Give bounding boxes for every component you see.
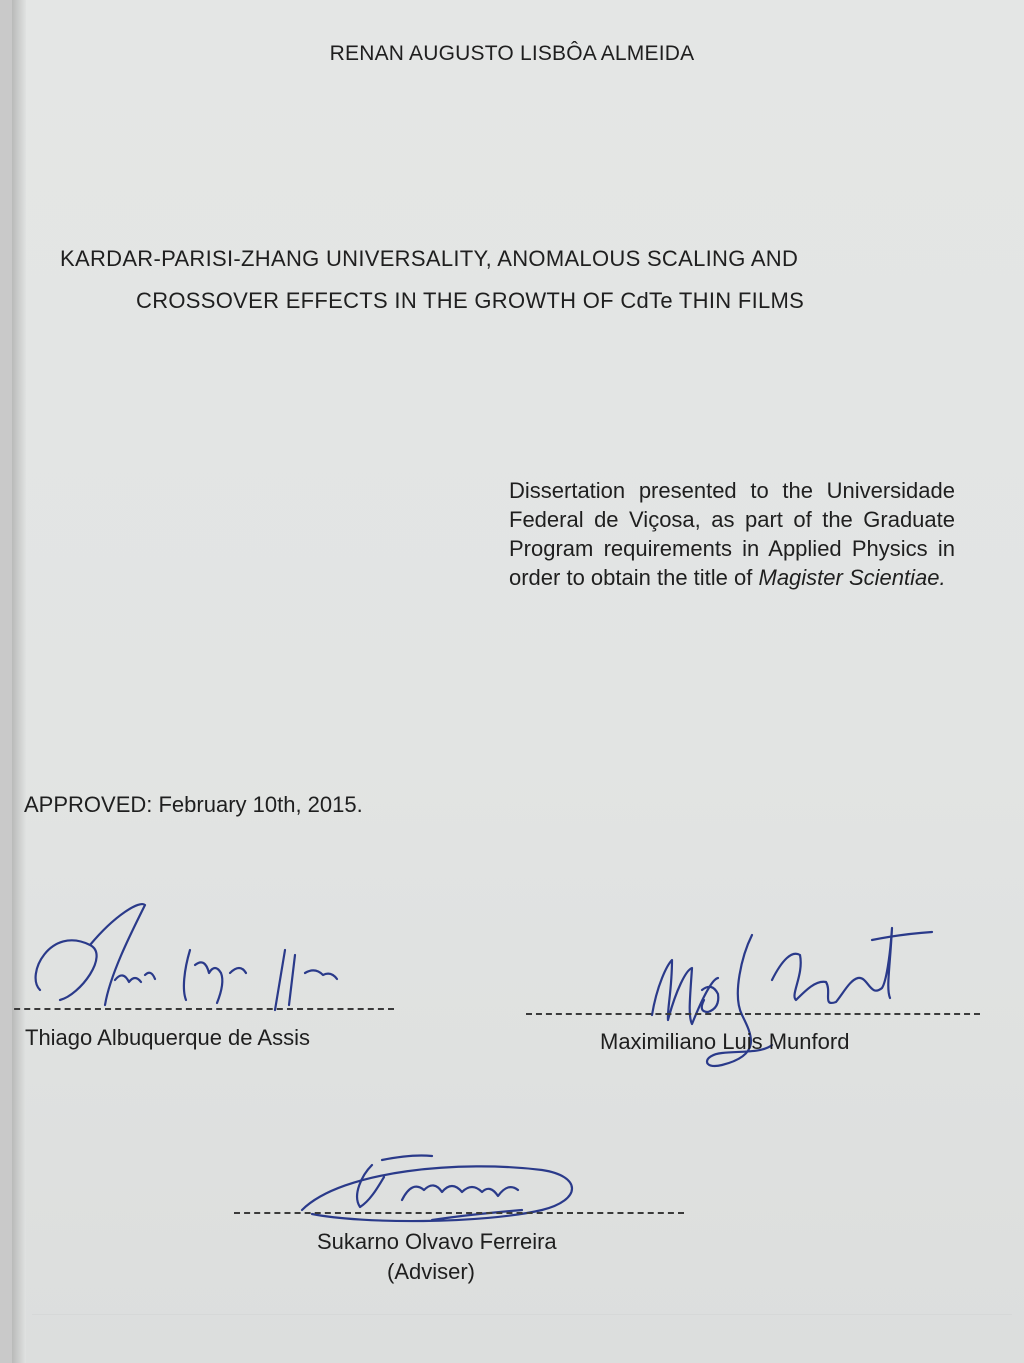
document-page	[12, 0, 1024, 1363]
statement-text: Dissertation presented to the Universidade Federal de Viçosa, as part of the Graduate Program requirements in Applied Physics in order to obtain the title of	[509, 478, 955, 590]
adviser-role: (Adviser)	[387, 1259, 476, 1284]
signature-adviser	[282, 1140, 622, 1240]
signature-line-2	[526, 1013, 980, 1015]
committee-member-1: Thiago Albuquerque de Assis	[25, 1025, 310, 1050]
signature-line-adviser	[234, 1212, 684, 1214]
title-line-2: CROSSOVER EFFECTS IN THE GROWTH OF CdTe THIN FILMS	[136, 288, 805, 313]
adviser-name: Sukarno Olvavo Ferreira	[317, 1229, 557, 1254]
title-line-1: KARDAR-PARISI-ZHANG UNIVERSALITY, ANOMALOUS SCALING AND	[60, 246, 799, 271]
committee-member-2: Maximiliano Luis Munford	[600, 1029, 850, 1054]
dissertation-statement	[509, 476, 955, 592]
signature-member-1	[20, 895, 400, 1015]
bleed-through-texture	[32, 1270, 1012, 1359]
statement-degree: Magister Scientiae.	[758, 565, 946, 590]
author-name: RENAN AUGUSTO LISBÔA ALMEIDA	[329, 42, 695, 65]
approval-date: APPROVED: February 10th, 2015.	[24, 792, 363, 817]
signature-line-1	[12, 1008, 394, 1010]
page-edge-shadow	[12, 0, 26, 1363]
